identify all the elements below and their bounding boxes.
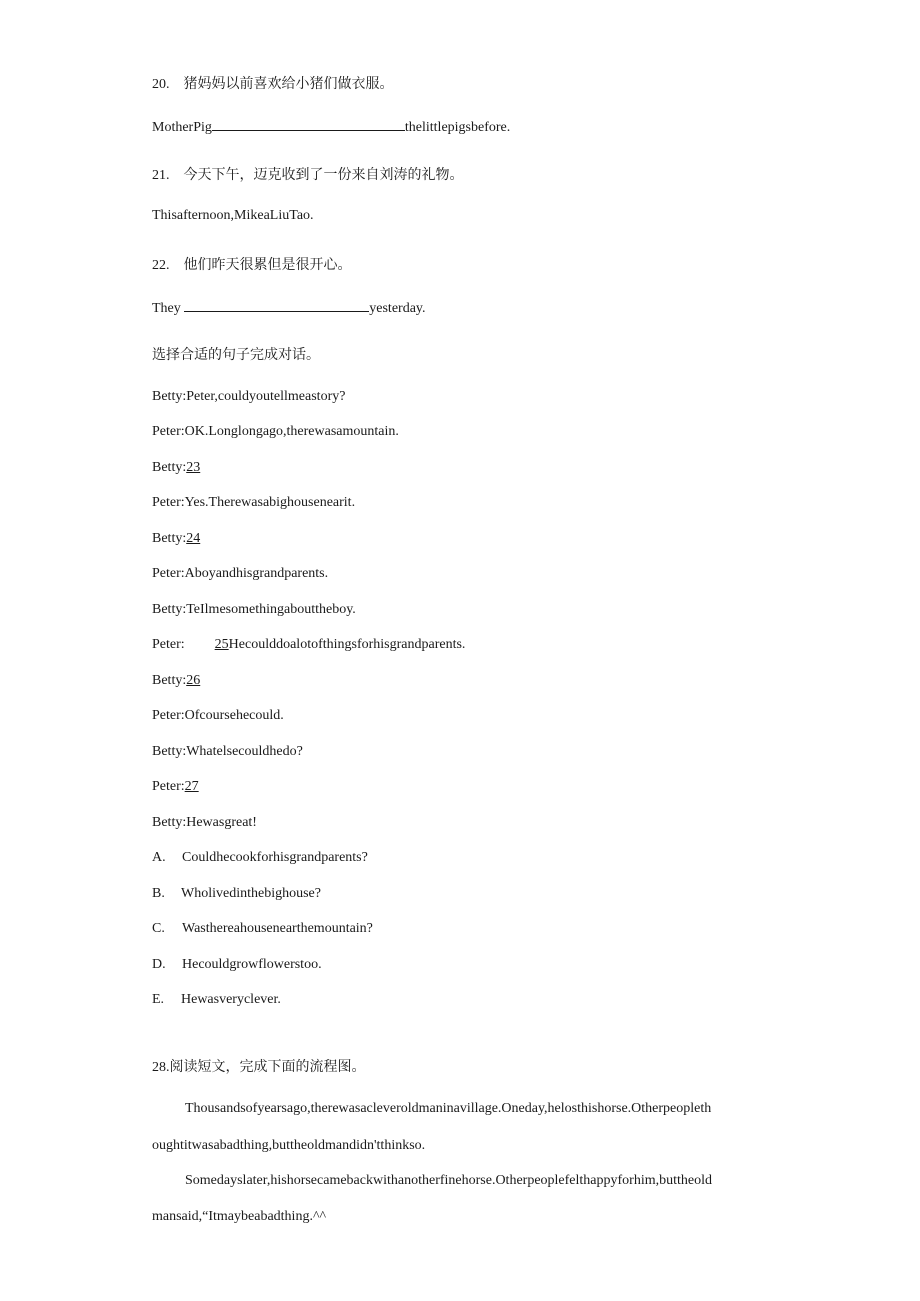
answer-line-22 [152,297,426,319]
question-28-title: 28.阅读短文，完成下面的流程图。 [152,1060,366,1075]
dialogue-text: Betty:Hewasgreat! [152,815,257,830]
dialogue-line [152,777,199,797]
answer-suffix: yesterday. [369,301,426,316]
question-20 [152,75,394,95]
answer-line-20 [152,116,510,138]
dialogue-line [152,635,465,655]
dialogue-text: Peter: [152,779,185,794]
chinese-sentence: 今天下午，迈克收到了一份来自刘涛的礼物。 [183,168,464,183]
dialogue-text: Betty:TeIlmesomethingabouttheboy. [152,602,356,617]
dialogue-line [152,387,345,407]
section-title: 选择合适的句子完成对话。 [152,348,320,363]
chinese-sentence: 猪妈妈以前喜欢给小猪们做衣服。 [183,77,394,92]
dialogue-line [152,493,355,513]
option-text: Hecouldgrowflowerstoo. [182,957,322,972]
option-a[interactable] [152,848,368,868]
passage-line: Somedayslater,hishorsecamebackwithanotherfinehorse.Otherpeoplefelthappyforhim,buttheold [185,1173,712,1188]
dialogue-line [152,671,200,691]
dialogue-line [152,529,200,549]
blank-number-26[interactable]: 26 [186,673,201,688]
answer-suffix: thelittlepigsbefore. [404,120,511,135]
dialogue-line [152,422,399,442]
question-22 [152,256,352,276]
question-21 [152,166,464,186]
option-letter: D. [152,957,166,972]
dialogue-text: Betty: [152,531,187,546]
answer-text: Thisafternoon,MikeaLiuTao. [152,208,314,223]
dialogue-text: Peter:Aboyandhisgrandparents. [152,566,329,581]
dialogue-text: Peter:Yes.Therewasabighousenearit. [152,495,356,510]
dialogue-line [152,742,303,762]
dialogue-line [152,600,356,620]
option-c[interactable] [152,919,373,939]
option-e[interactable] [152,990,281,1010]
option-letter: C. [152,921,165,936]
dialogue-line [152,458,200,478]
option-text: Wasthereahousenearthemountain? [182,921,373,936]
dialogue-line [152,813,257,833]
option-text: Couldhecookforhisgrandparents? [182,850,368,865]
option-d[interactable] [152,955,322,975]
dialogue-text: Hecoulddoalotofthingsforhisgrandparents. [228,637,466,652]
blank-number-25[interactable]: 25 [214,637,229,652]
option-text: Wholivedinthebighouse? [181,886,321,901]
passage-line: mansaid,“Itmaybeabadthing.^^ [152,1209,327,1224]
fill-blank[interactable] [184,297,369,312]
dialogue-text: Betty: [152,673,187,688]
option-letter: E. [152,992,165,1007]
passage-line: Thousandsofyearsago,therewasacleveroldmaninavillage.Oneday,helosthishorse.Otherpeopleth [185,1101,712,1116]
blank-number-23[interactable]: 23 [186,460,201,475]
blank-number-27[interactable]: 27 [184,779,199,794]
dialogue-text: Betty:Whatelsecouldhedo? [152,744,303,759]
passage-line: oughtitwasabadthing,buttheoldmandidn'tthinkso. [152,1138,426,1153]
question-number: 22. [152,258,170,273]
option-text: Hewasveryclever. [181,992,281,1007]
question-number: 20. [152,77,170,92]
answer-line-21 [152,206,314,226]
option-letter: B. [152,886,165,901]
dialogue-text: Peter:Ofcoursehecould. [152,708,284,723]
answer-prefix: They [152,301,181,316]
dialogue-line [152,564,328,584]
option-letter: A. [152,850,166,865]
question-number: 21. [152,168,170,183]
answer-prefix: MotherPig [152,120,212,135]
blank-number-24[interactable]: 24 [186,531,201,546]
option-b[interactable] [152,884,321,904]
dialogue-text: Betty:Peter,couldyoutellmeastory? [152,389,346,404]
chinese-sentence: 他们昨天很累但是很开心。 [183,258,352,273]
dialogue-line [152,706,284,726]
fill-blank[interactable] [212,116,405,131]
dialogue-text: Peter:OK.Longlongago,therewasamountain. [152,424,399,439]
dialogue-text: Peter: [152,637,185,652]
dialogue-text: Betty: [152,460,187,475]
